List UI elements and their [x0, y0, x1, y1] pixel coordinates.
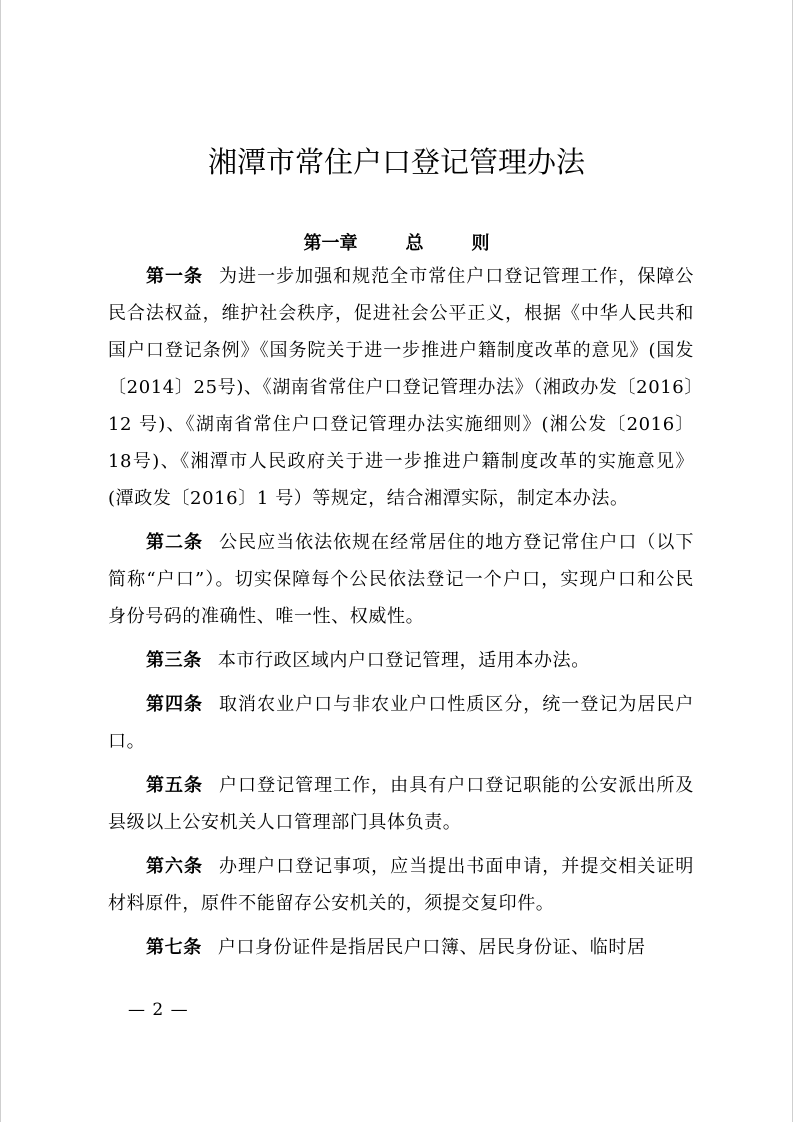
document-body — [108, 258, 694, 966]
article-2-text: 公民应当依法依规在经常居住的地方登记常住户口（以下简称“户口”）。切实保障每个公民依法登记一个户口，实现户口和公民身份号码的准确性、唯一性、权威性。 — [108, 532, 694, 627]
chapter-heading — [0, 229, 793, 255]
article-2-label: 第二条 — [146, 532, 204, 553]
article-3 — [108, 642, 694, 679]
chapter-label: 第一章 — [303, 233, 358, 254]
article-6-label: 第六条 — [146, 856, 204, 877]
article-7-label: 第七条 — [146, 937, 202, 958]
article-4 — [108, 686, 694, 760]
article-3-text: 本市行政区域内户口登记管理，适用本办法。 — [217, 650, 590, 671]
article-5 — [108, 767, 694, 841]
article-3-label: 第三条 — [146, 650, 202, 671]
chapter-word-1: 总 — [405, 233, 424, 254]
article-6-text: 办理户口登记事项，应当提出书面申请，并提交相关证明材料原件，原件不能留存公安机关的，须提交复印件。 — [108, 856, 694, 914]
article-6 — [108, 848, 694, 922]
page-number: — 2 — — [128, 1000, 189, 1020]
article-1-text: 为进一步加强和规范全市常住户口登记管理工作，保障公民合法权益，维护社会秩序，促进社会公平正义，根据《中华人民共和国户口登记条例》《国务院关于进一步推进户籍制度改革的意见》(国发〔2014〕25号)、《湖南省常住户口登记管理办法》（湘政办发〔2016〕12 号)、《湖南省常住户口登记管理办法实施细则》(湘公发〔2016〕18号)、《湘潭市人民政府关于进一步推进户籍制度改革的实施意见》(潭政发〔2016〕1 号）等规定，结合湘潭实际，制定本办法。 — [108, 266, 694, 509]
article-7 — [108, 929, 694, 966]
article-1-label: 第一条 — [146, 266, 204, 287]
article-4-label: 第四条 — [146, 694, 204, 715]
article-5-label: 第五条 — [146, 775, 204, 796]
article-2 — [108, 524, 694, 635]
document-title: 湘潭市常住户口登记管理办法 — [207, 145, 585, 179]
article-4-text: 取消农业户口与非农业户口性质区分，统一登记为居民户口。 — [108, 694, 694, 752]
chapter-word-2: 则 — [471, 233, 490, 254]
article-5-text: 户口登记管理工作，由具有户口登记职能的公安派出所及县级以上公安机关人口管理部门具体负责。 — [108, 775, 694, 833]
article-1 — [108, 258, 694, 517]
article-7-text: 户口身份证件是指居民户口簿、居民身份证、临时居 — [217, 937, 646, 958]
